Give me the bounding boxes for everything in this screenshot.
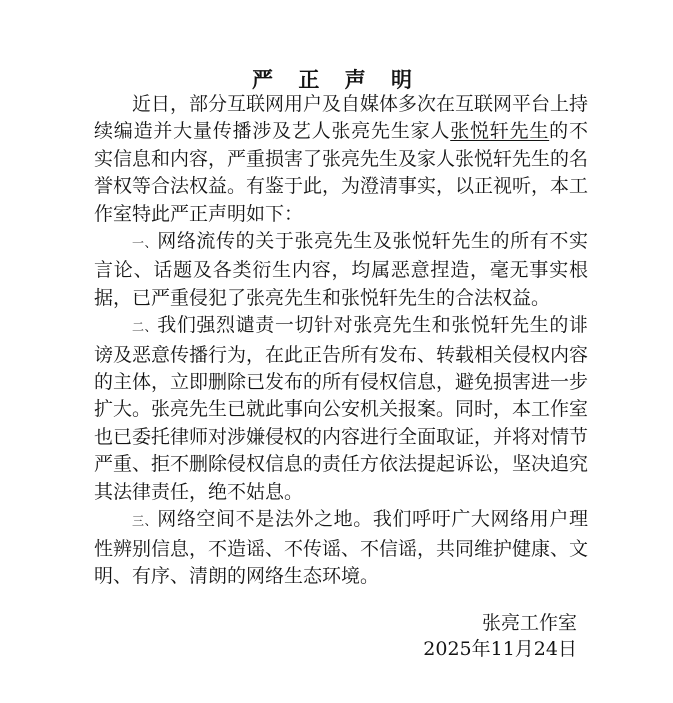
item-paragraph-1 bbox=[94, 228, 588, 312]
statement-title: 严 正 声 明 bbox=[252, 67, 421, 92]
signature-date: 2025年11月24日 bbox=[423, 638, 577, 660]
item-paragraph-3 bbox=[94, 506, 588, 590]
item-text-1: 网络流传的关于张亮先生及张悦轩先生的所有不实言论、话题及各类衍生内容，均属恶意捏造，毫无事实根据，已严重侵犯了张亮先生和张悦轩先生的合法权益。 bbox=[94, 230, 588, 309]
intro-text-after: 的不实信息和内容，严重损害了张亮先生及家人张悦轩先生的名誉权等合法权益。有鉴于此，为澄清事实，以正视听，本工作室特此严正声明如下： bbox=[94, 120, 589, 225]
intro-text-before: 近日，部分互联网用户及自媒体多次在互联网平台上持续编造并大量传播涉及艺人张亮先生家人 bbox=[94, 93, 589, 143]
item-number-2: 二、 bbox=[132, 320, 158, 335]
item-number-1: 一、 bbox=[132, 236, 158, 251]
item-text-2: 我们强烈谴责一切针对张亮先生和张悦轩先生的诽谤及恶意传播行为，在此正告所有发布、转载相关侵权内容的主体，立即删除已发布的所有侵权信息，避免损害进一步扩大。张亮先生已就此事向公安机关报案。同时，本工作室也已委托律师对涉嫌侵权的内容进行全面取证，并将对情节严重、拒不删除侵权信息的责任方依法提起诉讼，坚决追究其法律责任，绝不姑息。 bbox=[94, 314, 589, 503]
signature-name: 张亮工作室 bbox=[481, 612, 577, 634]
item-text-3: 网络空间不是法外之地。我们呼吁广大网络用户理性辨别信息，不造谣、不传谣、不信谣，共同维护健康、文明、有序、清朗的网络生态环境。 bbox=[94, 508, 589, 587]
intro-paragraph bbox=[94, 91, 588, 228]
item-paragraph-2 bbox=[94, 312, 588, 506]
statement-body bbox=[94, 91, 588, 590]
item-number-3: 三、 bbox=[132, 514, 158, 529]
signature-block bbox=[423, 610, 577, 662]
intro-underlined-name: 张悦轩先生 bbox=[450, 120, 550, 143]
